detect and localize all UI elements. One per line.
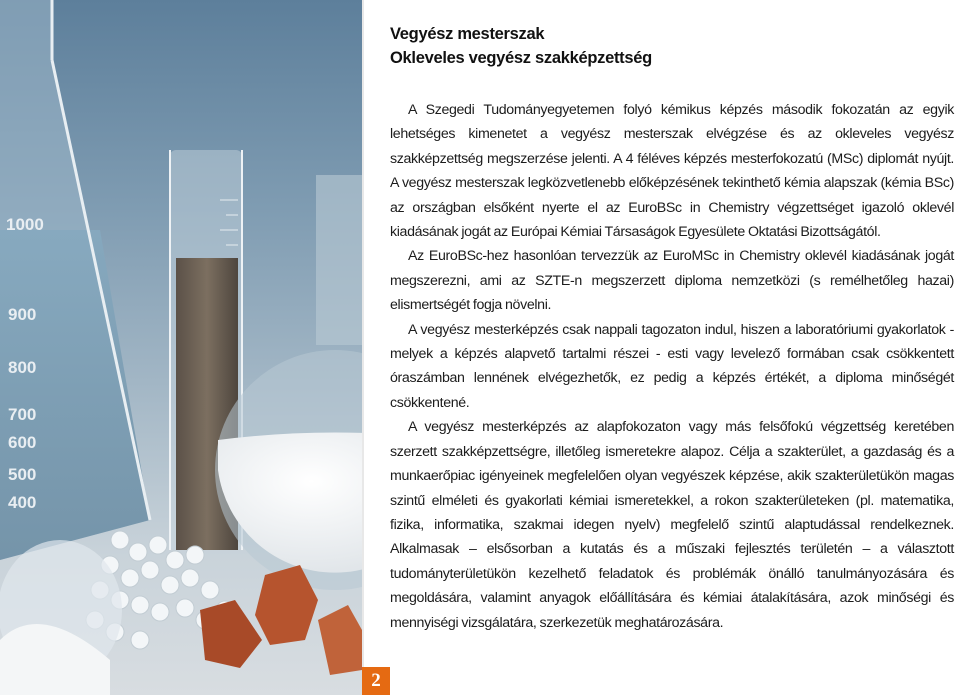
page-divider: [362, 0, 364, 695]
scale-label-1000: 1000: [6, 215, 44, 234]
paragraph-1: A Szegedi Tudományegyetemen folyó kémikus képzés második fokozatán az egyik lehetséges kimenetet a vegyész mesterszak elvégzése és az okleveles vegyész szakképzettség megszerzése jelenti. A 4 féléves képzés mesterfokozatú (MSc) diplomát nyújt. A vegyész mesterszak legközvetlenebb előképzésének tekinthető kémia alapszak (kémia BSc) az országban elsőként nyerte el az EuroBSc in Chemistry végzettséget igazoló oklevél kiadásának jogát az Európai Kémiai Társaságok Egyesülete Oktatási Bizottságától.: [390, 102, 954, 241]
glassware-illustration: [0, 0, 362, 695]
heading-subtitle: Okleveles vegyész szakképzettség: [390, 49, 652, 67]
scale-label-800: 800: [8, 358, 37, 377]
page-number: 2: [362, 667, 390, 695]
paragraph-4: A vegyész mesterképzés az alapfokozaton vagy más felsőfokú végzettség keretében szerzett szakképzettségre, illetőleg ismeretekre alapoz. Célja a szakterület, a gazdaság és a munkaerőpiac igényeinek megfelelően olyan vegyészek képzése, akik szakterületükön magas szintű elméleti és gyakorlati kémiai ismeretekkel, a rokon szakterületeken (pl. matematika, fizika, informatika, szakmai idegen nyelv) megfelelő szintű alaptudással rendelkeznek. Alkalmasak – elsősorban a kutatás és a műszaki fejlesztés területén – a választott tudományterületükön kezelhető feladatok és problémák önálló tanulmányozására és megoldására, valamint anyagok előállítására és kémiai átalakítására, azok minőségi és mennyiségi vizsgálatára, szerkezetük meghatározására.: [390, 419, 954, 631]
paragraph-2: Az EuroBSc-hez hasonlóan tervezzük az EuroMSc in Chemistry oklevél kiadásának jogát megszerezni, ami az SZTE-n megszerzett diploma nemzetközi (s remélhetőleg hazai) elismertségét fogja növelni.: [390, 248, 954, 314]
scale-label-600: 600: [8, 433, 37, 452]
scale-label-700: 700: [8, 405, 37, 424]
body-text: [390, 98, 954, 635]
heading-title: Vegyész mesterszak: [390, 25, 545, 43]
scale-label-400: 400: [8, 493, 37, 512]
scale-label-500: 500: [8, 465, 37, 484]
heading: [390, 22, 950, 70]
scale-label-900: 900: [8, 305, 37, 324]
laboratory-glassware-photo: [0, 0, 362, 695]
paragraph-3: A vegyész mesterképzés csak nappali tagozaton indul, hiszen a laboratóriumi gyakorlatok - melyek a képzés alapvető tartalmi részei - esti vagy levelező formában csak csökkentett óraszámban lennének elvégezhetők, ez pedig a képzés értékét, a diploma minőségét csökkentené.: [390, 321, 954, 411]
